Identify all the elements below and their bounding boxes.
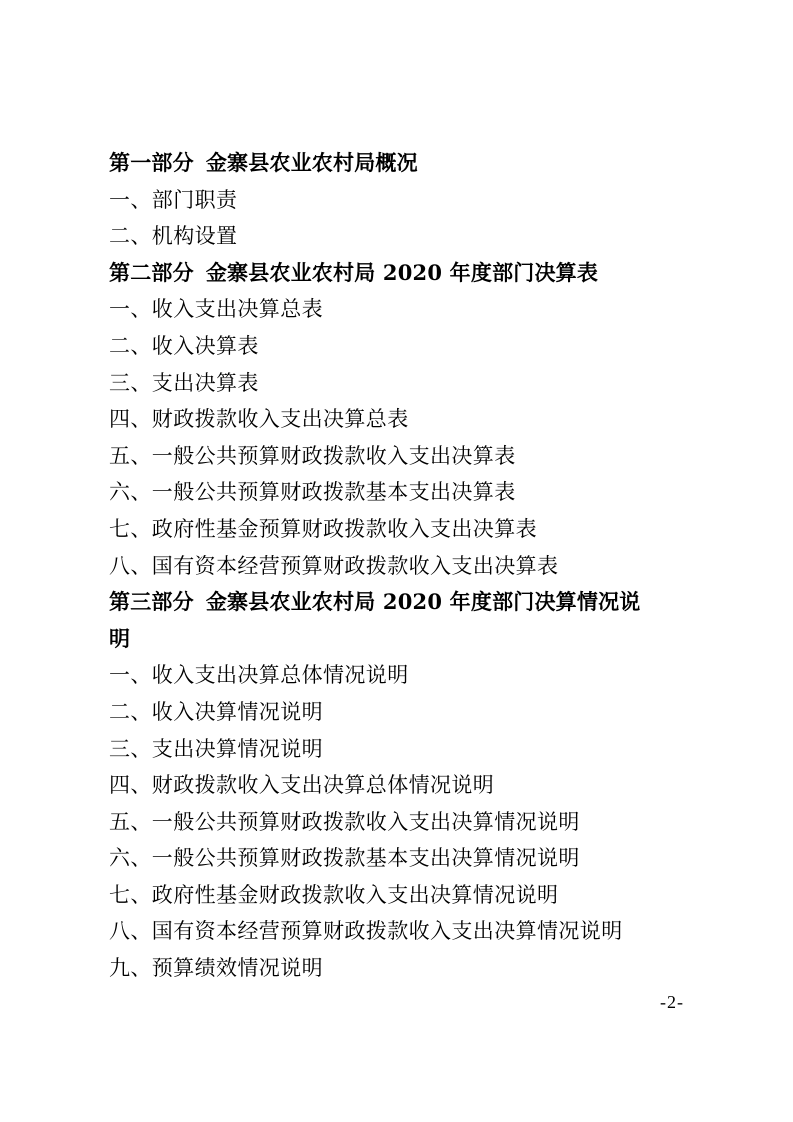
toc-item: 八、国有资本经营预算财政拨款收入支出决算情况说明 xyxy=(109,919,623,944)
table-of-contents xyxy=(109,145,709,987)
toc-item: 二、机构设置 xyxy=(109,224,238,249)
part1-prefix: 第一部分 xyxy=(109,150,194,175)
toc-item: 一、部门职责 xyxy=(109,187,238,212)
toc-item: 六、一般公共预算财政拨款基本支出决算情况说明 xyxy=(109,846,580,871)
toc-item: 九、预算绩效情况说明 xyxy=(109,956,323,981)
part3-heading-continuation: 明 xyxy=(109,625,131,651)
toc-item: 八、国有资本经营预算财政拨款收入支出决算表 xyxy=(109,553,559,578)
part2-prefix: 第二部分 xyxy=(109,259,194,285)
toc-item: 二、收入决算表 xyxy=(109,333,259,358)
toc-item: 一、收入支出决算总表 xyxy=(109,297,323,322)
part1-title: 金寨县农业农村局概况 xyxy=(205,150,418,175)
toc-item: 四、财政拨款收入支出决算总表 xyxy=(109,407,409,432)
page-number: -2- xyxy=(660,992,684,1012)
toc-item: 四、财政拨款收入支出决算总体情况说明 xyxy=(109,773,495,798)
toc-item: 七、政府性基金财政拨款收入支出决算情况说明 xyxy=(109,882,559,907)
toc-item: 七、政府性基金预算财政拨款收入支出决算表 xyxy=(109,516,537,541)
toc-item: 六、一般公共预算财政拨款基本支出决算表 xyxy=(109,480,516,505)
toc-item: 三、支出决算情况说明 xyxy=(109,736,323,761)
part3-heading xyxy=(109,584,709,621)
toc-item: 五、一般公共预算财政拨款收入支出决算表 xyxy=(109,443,516,468)
toc-item: 二、收入决算情况说明 xyxy=(109,699,323,724)
part3-title-line1: 金寨县农业农村局 2020 年度部门决算情况说 xyxy=(205,589,641,615)
toc-item: 三、支出决算表 xyxy=(109,370,259,395)
part2-title: 金寨县农业农村局 2020 年度部门决算表 xyxy=(205,259,599,285)
part1-heading xyxy=(109,145,709,182)
toc-item: 一、收入支出决算总体情况说明 xyxy=(109,663,409,688)
part3-prefix: 第三部分 xyxy=(109,589,194,615)
part2-heading xyxy=(109,255,709,292)
toc-item: 五、一般公共预算财政拨款收入支出决算情况说明 xyxy=(109,809,580,834)
